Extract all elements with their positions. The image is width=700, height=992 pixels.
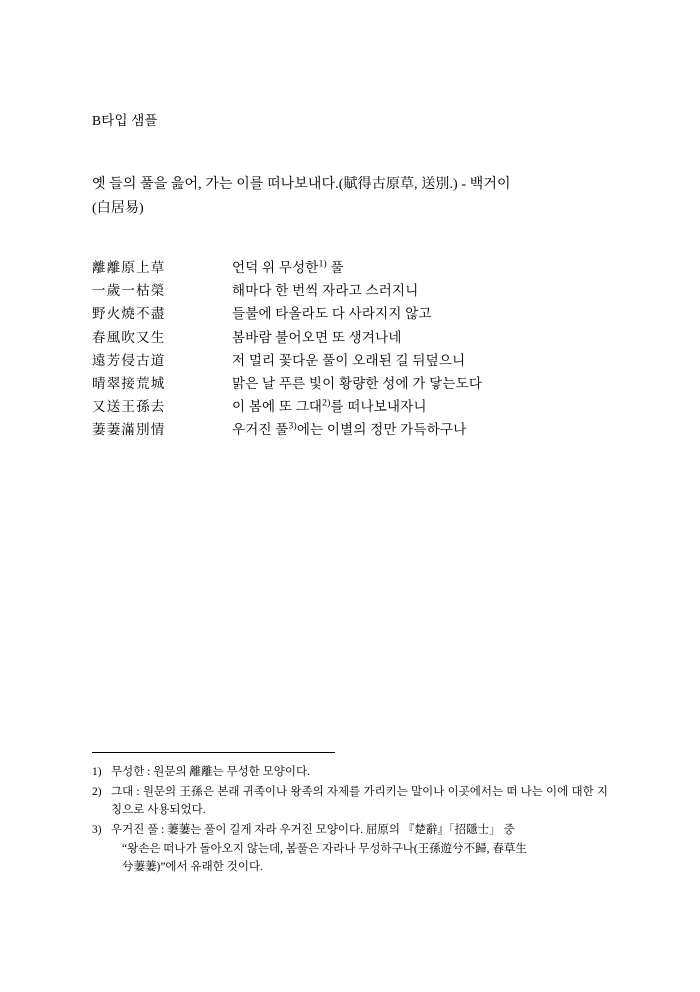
poem-hanja: 野火燒不盡 [92,306,166,322]
poem-translation [232,279,482,302]
poem-translation [232,256,482,279]
poem-table [92,256,482,442]
footnote-line: “왕손은 떠나가 돌아오지 않는데, 봄풀은 자라나 무성하구나(王孫遊兮不歸, 春草生 [122,842,527,855]
poem-row [92,326,482,349]
poem-row [92,418,482,441]
poem-translation-text: 우거진 풀 [232,422,289,438]
footnote-area [92,752,608,878]
poem-translation [232,372,482,395]
poem-row [92,349,482,372]
footnote-separator [92,752,335,753]
footnote-item [92,783,608,820]
poem-translation [232,395,482,418]
poem-hanja: 遠芳侵古道 [92,352,166,368]
poem-translation-text: 저 멀리 꽃다운 풀이 오래된 길 뒤덮으니 [232,352,466,368]
poem-translation [232,418,482,441]
poem-translation-tail: 풀 [326,259,344,275]
poem-translation-text: 들불에 타올라도 다 사라지지 않고 [232,306,432,322]
poem-hanja: 晴翠接荒城 [92,375,166,391]
poem-translation-text: 언덕 위 무성한 [232,259,319,275]
footnote-text [111,763,608,782]
poem-hanja: 春風吹又生 [92,329,166,345]
footnote-line: 나는 이에 대한 지칭으로 사용되었다. [111,785,609,817]
footnote-number: 2) [92,785,102,798]
poem-translation [232,349,482,372]
page-title: B타입 샘플 [92,113,158,128]
footnote-number: 3) [92,823,102,836]
poem-hanja: 一歲一枯榮 [92,283,166,299]
poem-translation-tail: 에는 이별의 정만 가득하구나 [296,422,467,438]
poem-translation [232,326,482,349]
footnote-line: 우거진 풀 : 萋萋는 풀이 길게 자라 우거진 모양이다. 屈原의 『楚辭』「招隱士」 중 [111,823,515,836]
footnote-line: 兮萋萋)”에서 유래한 것이다. [122,861,263,874]
footnote-item [92,821,608,877]
poem-translation-text: 해마다 한 번씩 자라고 스러지니 [232,283,419,299]
poem-translation-text: 이 봄에 또 그대 [232,399,323,415]
footnote-number: 1) [92,766,102,778]
poem-translation [232,302,482,325]
poem-translation-text: 봄바람 불어오면 또 생겨나네 [232,329,402,345]
footnote-line: 무성한 : 원문의 離離는 무성한 모양이다. [111,766,310,778]
footnote-line: 그대 : 원문의 王孫은 본래 귀족이나 왕족의 자제를 가리키는 말이나 이곳에서는 떠 [111,785,518,798]
footnote-ref[interactable]: 3) [288,421,297,432]
footnote-item [92,763,608,782]
footnote-text [111,821,608,877]
footnote-ref[interactable]: 1) [318,259,327,270]
poem-heading-line-1: 옛 들의 풀을 읊어, 가는 이를 떠나보내다.(賦得古原草, 送別.) - 백거이 [92,176,511,192]
footnote-text [111,783,608,820]
poem-row [92,256,482,279]
footnote-ref[interactable]: 2) [322,398,331,409]
poem-row [92,372,482,395]
poem-row [92,395,482,418]
poem-hanja: 萋萋滿別情 [92,422,166,438]
poem-row [92,279,482,302]
poem-translation-text: 맑은 날 푸른 빛이 황량한 성에 가 닿는도다 [232,375,483,391]
poem-heading [92,173,612,222]
poem-heading-line-2: (白居易) [92,201,144,217]
poem-hanja: 離離原上草 [92,259,166,275]
poem-row [92,302,482,325]
poem-translation-tail: 를 떠나보내자니 [330,399,427,415]
poem-hanja: 又送王孫去 [92,399,166,415]
